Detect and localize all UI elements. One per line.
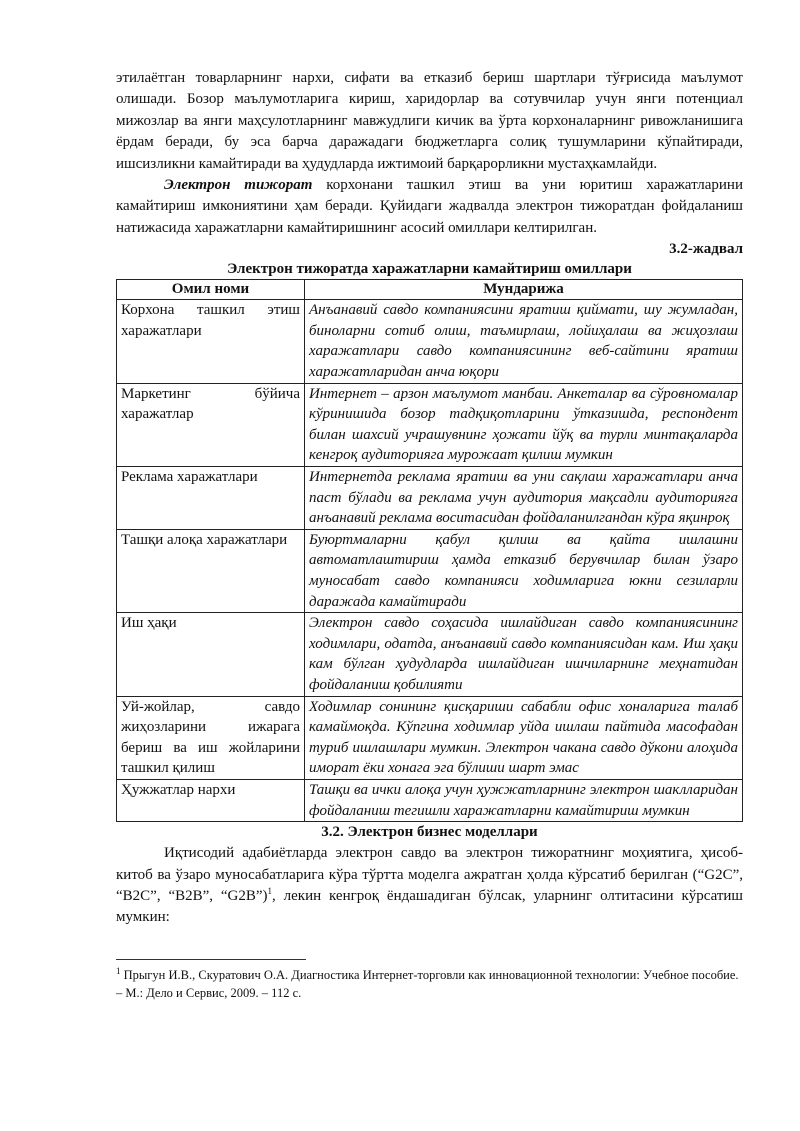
- factor-content: Интернетда реклама яратиш ва уни сақлаш харажатлари анча паст бўлади ва реклама учун аудитория мақсадли аудиторияга анъанавий реклама воситасидан фойдаланилгандан кўра яқинроқ: [305, 467, 743, 530]
- table-title: Электрон тижоратда харажатларни камайтириш омиллари: [227, 261, 632, 278]
- column-header-factor: Омил номи: [117, 280, 305, 300]
- section-heading: 3.2. Электрон бизнес моделлари: [321, 824, 538, 841]
- factor-name: Ташқи алоқа харажатлари: [117, 529, 305, 612]
- cost-factors-table: [116, 279, 743, 822]
- factor-name: Уй-жойлар, савдо жиҳозларини ижарага бериш ва иш жойларини ташкил қилиш: [117, 696, 305, 779]
- business-models-text-after: , лекин кенгроқ ёндашадиган бўлсак, уларнинг олтитасини кўрсатиш мумкин:: [116, 887, 743, 926]
- business-models-paragraph: [116, 843, 743, 929]
- ecommerce-paragraph-text: корхонани ташкил этиш ва уни юритиш харажатларини камайтириш имкониятини ҳам беради. Қуйидаги жадвалда электрон тижоратдан фойдаланиш натижасида харажатларни камайтиришнинг асосий омиллари келтирилган.: [116, 177, 743, 236]
- intro-paragraph: этилаётган товарларнинг нархи, сифати ва етказиб бериш шартлари тўғрисида маълумот олишади. Бозор маълумотларига кириш, харидорлар ва сотувчилар учун янги потенциал мижозлар ва янги маҳсулотларнинг мавжудлиги кичик ва ўрта корхоналарнинг ривожланишига ёрдам беради, бу эса барча даражадаги бюджетларга солиқ тушумларини кўпайтиради, ишсизликни камайтиради ва ҳудудларда ижтимоий барқарорликни мустаҳкамлайди.: [116, 70, 743, 172]
- table-row: [117, 300, 743, 383]
- table-row: [117, 779, 743, 821]
- table-row: [117, 383, 743, 466]
- footnote-text: Прыгун И.В., Скуратович О.А. Диагностика Интернет-торговли как инновационной технологии: Учебное пособие. – М.: Дело и Сервис, 2009. – 112 с.: [116, 967, 739, 1000]
- column-header-content: Мундарижа: [305, 280, 743, 300]
- factor-name: Иш ҳақи: [117, 613, 305, 696]
- factor-content: Анъанавий савдо компаниясини яратиш қиймати, шу жумладан, биноларни сотиб олиш, таъмирлаш, лойиҳалаш ва жиҳозлаш харажатлари савдо компаниясининг веб-сайтини яратиш харажатларидан анча юқори: [305, 300, 743, 383]
- factor-name: Ҳужжатлар нархи: [117, 779, 305, 821]
- ecommerce-paragraph: [116, 175, 743, 239]
- factor-content: Электрон савдо соҳасида ишлайдиган савдо компаниясининг ходимлари, одатда, анъанавий савдо компаниясидан кам. Иш ҳақи кам бўлган ҳудудларда ишлайдиган ишчиларнинг меҳнатидан фойдаланиш қобилияти: [305, 613, 743, 696]
- business-models-text-before: Иқтисодий адабиётларда электрон савдо ва электрон тижоратнинг моҳиятига, ҳисоб-китоб ва ўзаро муносабатларига кўра тўртта моделга ажратган ҳолда кўрсатиб берилган (“G2C”, “B2C”, “B2B”, “G2B”): [116, 845, 743, 904]
- table-row: [117, 613, 743, 696]
- ecommerce-term: Электрон тижорат: [164, 177, 313, 194]
- table-number: 3.2-жадвал: [669, 241, 743, 258]
- footnote-separator: [116, 959, 306, 960]
- factor-content: Интернет – арзон маълумот манбаи. Анкеталар ва сўровномалар кўринишида бозор тадқиқотларини ўтказишда, респондент билан шахсий учрашувнинг ҳожати йўқ ва турли минтақаларда кенгроқ аудиторияга мурожаат қилиш мумкин: [305, 383, 743, 466]
- factor-content: Буюртмаларни қабул қилиш ва қайта ишлашни автоматлаштириш ҳамда етказиб берувчилар билан ўзаро муносабат савдо компанияси ходимларига юкни сезиларли даражада камайтиради: [305, 529, 743, 612]
- factor-name: Реклама харажатлари: [117, 467, 305, 530]
- table-header-row: [117, 280, 743, 300]
- footnote-reference[interactable]: 1: [267, 885, 273, 896]
- table-row: [117, 529, 743, 612]
- footnote-mark: 1: [116, 965, 121, 976]
- factor-name: Корхона ташкил этиш харажатлари: [117, 300, 305, 383]
- factor-content: Ташқи ва ички алоқа учун ҳужжатларнинг электрон шаклларидан фойдаланиш тегишли харажатларни камайтириш мумкин: [305, 779, 743, 821]
- factor-name: Маркетинг бўйича харажатлар: [117, 383, 305, 466]
- document-page: [116, 68, 743, 1002]
- table-row: [117, 467, 743, 530]
- footnote: [116, 966, 743, 1002]
- factor-content: Ходимлар сонининг қисқариши сабабли офис хоналарига талаб камаймоқда. Кўпгина ходимлар уйда ишлаш пайтида масофадан туриб ишлашлари мумкин. Электрон чакана савдо дўкони алоҳида иморат ёки хонага эга бўлиши шарт эмас: [305, 696, 743, 779]
- table-row: [117, 696, 743, 779]
